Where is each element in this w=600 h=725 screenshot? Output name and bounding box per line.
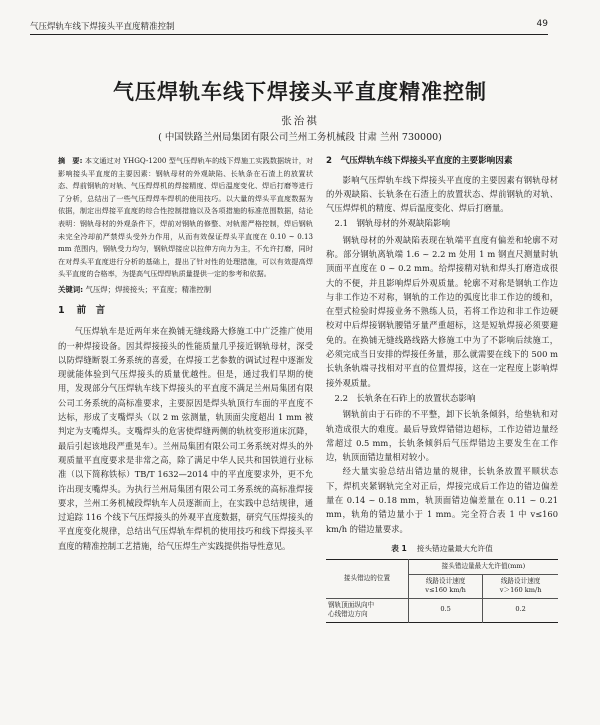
- section-1-title: 前 言: [76, 304, 106, 316]
- table-caption: [326, 542, 558, 556]
- abstract-label: 摘 要:: [58, 156, 83, 165]
- running-header: [30, 20, 548, 35]
- section-1-number: 1: [58, 304, 65, 316]
- table-subheader-high-speed: [483, 574, 558, 598]
- abstract-text: 本文通过对 YHGQ-1200 型气压焊轨车的线下焊施工实践数据统计，对影响接头平直度的主要因素：钢轨母材的外观缺陷、长轨条在石渣上的放置状态、焊前钢轨的对轨、气压焊焊机的焊接精度、焊后温度变化、焊后打磨等进行了分析，总结出了一些气压焊焊车焊机的使用技巧。以大量的焊头平直度数据为依据，制定出焊接平直度的综合性控制措施以及各项措施的标准范围数据，结论表明：钢轨母材的外观条件下，焊前对钢轨的修整、对轨需严格控制，焊后钢轨未完全冷却前严禁焊头受外力作用，从而有效保证焊头平直度在 0.10 ~ 0.13 mm 范围内，钢轨受力均匀，钢轨焊接应以拉伸方向力为主，不允许打磨，同时在对焊头平直度进行分析的基础上，提出了针对性的处理措施，可以有效提高焊头平直度的合格率，为提高气压焊焊轨质量提供一定的参考和依据。: [58, 156, 313, 279]
- table-header-max: 接头错边量最大允许值(mm): [408, 560, 558, 575]
- table-row: [326, 598, 558, 622]
- table-number: 表 1: [391, 543, 407, 553]
- table-title: 接头错边量最大允许值: [416, 543, 493, 553]
- affiliation: ( 中国铁路兰州局集团有限公司兰州工务机械段 甘肃 兰州 730000): [158, 132, 442, 143]
- left-column: [58, 155, 313, 553]
- misalignment-table: [326, 559, 558, 623]
- table-header-position: 接头错边的位置: [326, 560, 408, 599]
- section-2-intro: 影响气压焊轨车线下焊接头平直度的主要因素有钢轨母材的外观缺陷、长轨条在石渣上的放置状态、焊前钢轨的对轨、气压焊焊机的精度、焊后温度变化、焊后打磨量。: [326, 174, 558, 214]
- subsection-2-1-text: 钢轨母材的外观缺陷表现在轨端平直度有偏差和轮廓不对称。部分钢轨离轨端 1.6 ~ 2.2 m 处用 1 m 钢直尺测量时轨顶面平直度在 0 ~ 0.2 mm。给焊接精对轨和焊头打磨造成很大的不便，并且影响焊后外观质量。轮廓不对称是钢轨工作边与非工作边不对称，钢轨的工作边的弧度比非工作边的缓和，在型式检验时焊接业务不熟练人员，若将工作边和非工作边硬校对中后焊接钢轨腰错牙量严重超标，这是短轨焊接必须要避免的。在换铺无缝线路线路大修施工中为了不影响后续施工，必须完成当日安排的焊接任务量，那么就需要在线下的 500 m 长轨条轨端寻找相对平直的位置焊接，这在一定程度上影响焊接外观质量。: [326, 234, 558, 388]
- section-2-heading: 2 气压焊轨车线下焊接头平直度的主要影响因素: [326, 156, 513, 166]
- table-row-label-line2: 心线错边方向: [328, 610, 368, 619]
- keywords-label: 关键词:: [58, 284, 84, 294]
- keywords: [58, 284, 313, 296]
- section-1-paragraph: 气压焊轨车是近两年来在换铺无缝线路大修施工中广泛推广使用的一种焊接设备。因其焊接接头的性能质量几乎接近钢轨母材，深受以防焊缝断裂工务系统的喜爱，在焊接工艺参数的调试过程中逐渐发现就能体验到气压焊接头的质量优越性。但是，通过我们早期的使用，发现部分气压焊轨车线下焊接头的平直度不满足兰州局集团有限公司工务系统的高标准要求，主要原因是焊头轨顶行车面的平直度不达标，形成了支嘴焊头（以 2 m 弦测量，轨顶面尖度超出 1 mm 被判定为支嘴焊头。支嘴焊头的危害使焊缝两侧的轨枕变形道床沉降，最后引起该地段严重晃车）。兰州局集团有限公司工务系统对焊头的外观质量平直度要求是非常之高，除了满足中华人民共和国铁道行业标准（以下简称铁标）TB/T 1632—2014 中的平直度要求外，更不允许出现支嘴焊头。为执行兰州局集团有限公司工务系统的高标准焊接要求，兰州工务机械段焊轨车人员逐渐而上，在实践中总结规律，通过追踪 116 个线下气压焊接头的外观平直度数据，研究气压焊接头的平直度变化规律，总结出气压焊轨车焊机的使用技巧和线下焊接头平直度的精准控制工艺措施，给气压焊生产实践提供指导性意见。: [58, 326, 313, 551]
- subsection-2-1-title: 2.1 钢轨母材的外观缺陷影响: [334, 219, 451, 230]
- subsection-2-2-text-2: 经大量实验总结出错边量的规律，长轨条放置平顺状态下，焊机夹紧钢轨完全对正后，焊接完成后工作边的错边偏差量在 0.14 ~ 0.18 mm，轨顶面错边偏差量在 0.11 ~ 0.21 mm，轨角的错边量小于 1 mm。完全符合表 1 中 v≤160 km/h 的错边量要求。: [326, 466, 558, 534]
- table-subheader-low-speed-line2: v≤160 km/h: [425, 586, 466, 595]
- table-header-row: [326, 560, 558, 575]
- subsection-2-2-title: 2.2 长轨条在石砟上的放置状态影响: [334, 393, 476, 404]
- right-column: [326, 155, 558, 623]
- table-subheader-high-speed-line1: 线路设计速度: [500, 576, 541, 585]
- table-cell-high-speed: 0.2: [483, 598, 558, 622]
- table-row-label-line1: 钢轨顶面纵向中: [328, 600, 375, 609]
- keywords-text: 气压焊；焊接接头；平直度；精准控制: [85, 284, 212, 294]
- running-header-title: 气压焊轨车线下焊接头平直度精准控制: [30, 22, 175, 32]
- subsection-2-2-text: 钢轨前由于石砟的不平整，卸下长轨条倾斜，给垫轨和对轨造成很大的难度。最后导致焊错错边超标，工作边错边量经常超过 0.5 mm，长轨条倾斜后气压焊错边主要发生在工作边，轨顶面错边量相对较小。: [326, 409, 558, 463]
- table-subheader-low-speed-line1: 线路设计速度: [425, 576, 466, 585]
- page-number: 49: [536, 19, 548, 29]
- section-1-heading: [58, 304, 313, 318]
- author: 张治祺: [281, 115, 319, 127]
- abstract: [58, 155, 313, 281]
- table-cell-low-speed: 0.5: [408, 598, 482, 622]
- table-subheader-high-speed-line2: v＞160 km/h: [499, 586, 542, 595]
- table-row-label: [326, 598, 408, 622]
- table-subheader-low-speed: [408, 574, 482, 598]
- paper-title: 气压焊轨车线下焊接头平直度精准控制: [113, 80, 487, 104]
